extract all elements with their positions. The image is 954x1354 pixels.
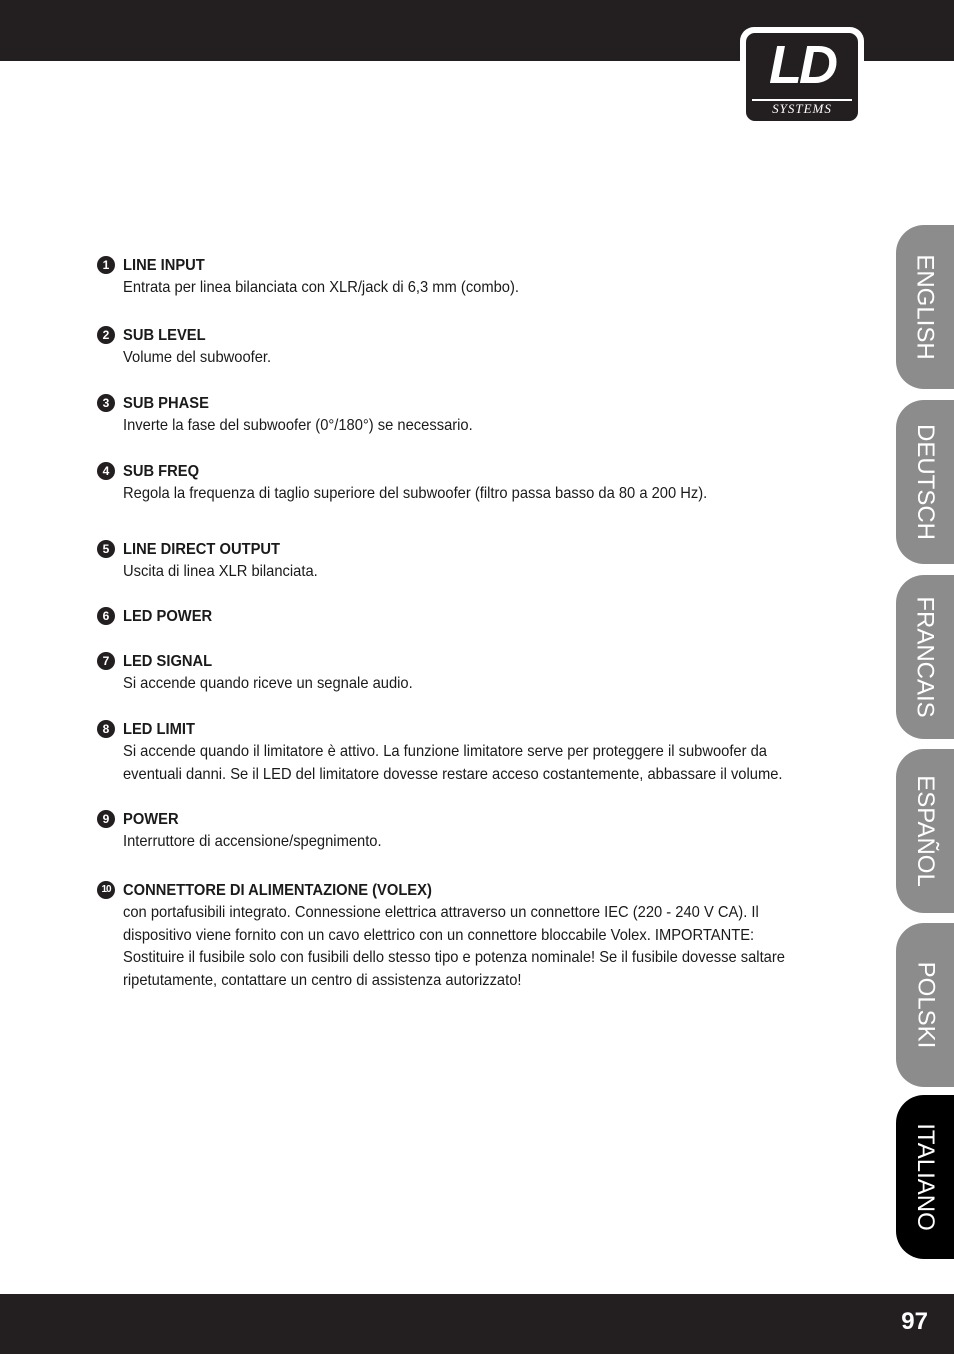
item-number-badge: 7	[97, 652, 115, 670]
list-item-sub-level	[97, 325, 867, 370]
item-title: LED SIGNAL	[123, 653, 213, 670]
bottom-bar	[0, 1294, 954, 1354]
list-item-led-power	[97, 606, 867, 628]
list-item-sub-phase	[97, 393, 867, 438]
tab-label: ITALIANO	[912, 1123, 940, 1231]
item-number-badge: 4	[97, 462, 115, 480]
item-number-badge: 10	[97, 881, 115, 899]
item-description: Inverte la fase del subwoofer (0°/180°) se necessario.	[123, 417, 473, 434]
item-description: Uscita di linea XLR bilanciata.	[123, 563, 318, 580]
item-number-badge: 3	[97, 394, 115, 412]
tab-english[interactable]	[896, 225, 954, 389]
list-item-led-signal	[97, 651, 867, 696]
logo-badge	[744, 31, 860, 123]
item-number-badge: 6	[97, 607, 115, 625]
tab-espanol[interactable]	[896, 749, 954, 913]
item-description: Entrata per linea bilanciata con XLR/jack di 6,3 mm (combo).	[123, 279, 519, 296]
list-item-sub-freq	[97, 461, 867, 506]
list-item-power	[97, 809, 867, 854]
page-number: 97	[901, 1308, 928, 1335]
list-item-led-limit	[97, 719, 867, 786]
item-title: SUB FREQ	[123, 463, 200, 480]
item-title: LED POWER	[123, 608, 213, 625]
item-title: POWER	[123, 811, 179, 828]
logo-sub-text: SYSTEMS	[752, 99, 852, 116]
item-description: con portafusibili integrato. Connessione elettrica attraverso un connettore IEC (220 - 240 V CA). Il dispositivo viene fornito con un cavo elettrico con un connettore bloccabile Volex. IMPORTANTE: Sostituire il fusibile solo con fusibili dello stesso tipo e potenza nominale! Se il fusibile dovesse saltare ripetutamente, contattare un centro di assistenza autorizzato!	[123, 904, 785, 989]
item-number-badge: 2	[97, 326, 115, 344]
list-item-power-connector	[97, 880, 867, 992]
item-title: CONNETTORE DI ALIMENTAZIONE (VOLEX)	[123, 882, 432, 899]
tab-label: FRANCAIS	[912, 596, 940, 718]
tab-deutsch[interactable]	[896, 400, 954, 564]
logo-main-text: LD	[769, 35, 835, 95]
item-description: Volume del subwoofer.	[123, 349, 272, 366]
item-title: SUB PHASE	[123, 395, 209, 412]
item-description: Si accende quando riceve un segnale audio.	[123, 675, 413, 692]
item-number-badge: 5	[97, 540, 115, 558]
tab-label: DEUTSCH	[912, 423, 940, 541]
tab-label: POLSKI	[912, 961, 939, 1049]
item-number-badge: 9	[97, 810, 115, 828]
item-title: LINE DIRECT OUTPUT	[123, 541, 281, 558]
list-item-line-input	[97, 255, 867, 300]
item-number-badge: 1	[97, 256, 115, 274]
item-title: LED LIMIT	[123, 721, 195, 738]
item-title: LINE INPUT	[123, 257, 205, 274]
tab-italiano[interactable]	[896, 1095, 954, 1259]
item-description: Regola la frequenza di taglio superiore del subwoofer (filtro passa basso da 80 a 200 Hz).	[123, 485, 708, 502]
tab-polski[interactable]	[896, 923, 954, 1087]
tab-francais[interactable]	[896, 575, 954, 739]
tab-label: ENGLISH	[912, 254, 939, 360]
item-description: Interruttore di accensione/spegnimento.	[123, 833, 382, 850]
item-description: Si accende quando il limitatore è attivo. La funzione limitatore serve per proteggere il subwoofer da eventuali danni. Se il LED del limitatore dovesse restare acceso costantemente, abbassare il volume.	[123, 743, 783, 783]
ld-systems-logo	[740, 27, 864, 127]
item-title: SUB LEVEL	[123, 327, 206, 344]
tab-label: ESPAÑOL	[912, 775, 940, 887]
item-number-badge: 8	[97, 720, 115, 738]
list-item-line-direct-output	[97, 539, 867, 584]
